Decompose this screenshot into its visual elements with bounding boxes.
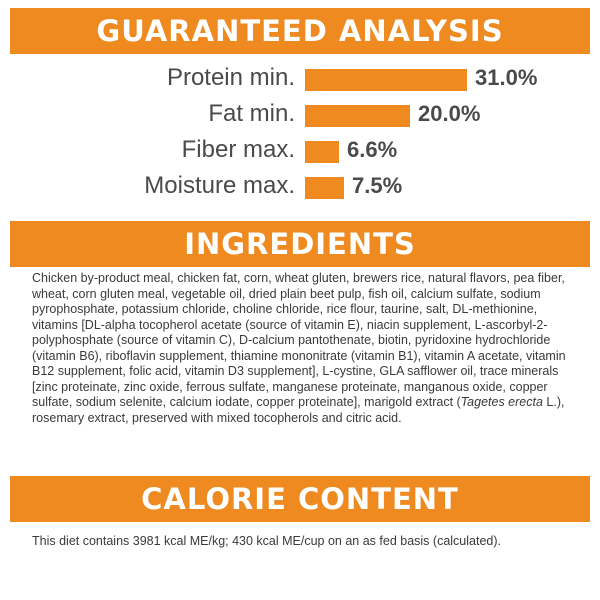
ga-label: Fiber max.: [181, 136, 295, 163]
ga-row-fat: [0, 98, 600, 130]
ga-value: 6.6%: [347, 137, 398, 162]
ga-label: Protein min.: [166, 64, 295, 91]
ingredients-italic-name: Tagetes erecta: [460, 395, 543, 409]
ga-value: 7.5%: [352, 173, 403, 198]
calorie-content-text: This diet contains 3981 kcal ME/kg; 430 kcal ME/cup on an as fed basis (calculated).: [32, 534, 501, 548]
ingredients-text-part: L.), rosemary extract, preserved with mixed tocopherols and citric acid.: [32, 395, 565, 425]
ga-label: Moisture max.: [144, 172, 295, 199]
ga-value: 20.0%: [418, 101, 481, 126]
guaranteed-analysis-heading: GUARANTEED ANALYSIS: [10, 8, 590, 54]
ga-label: Fat min.: [208, 100, 295, 127]
ga-bar: [305, 141, 339, 163]
ga-row-protein: [0, 62, 600, 94]
ga-row-fiber: [0, 134, 600, 166]
ga-bar: [305, 105, 410, 127]
ga-bar: [305, 177, 344, 199]
ingredients-heading: INGREDIENTS: [10, 221, 590, 267]
ingredients-text-part: Chicken by-product meal, chicken fat, corn, wheat gluten, brewers rice, natural flavors, pea fiber, wheat, corn gluten meal, vegetable oil, dried plain beet pulp, fish oil, calcium sulfate, sodium pyrophosphate, potassium chloride, choline chloride, rice flour, taurine, salt, DL-methionine, vitamins [DL-alpha tocopherol acetate (source of vitamin E), niacin supplement, L-ascorbyl-2-polyphosphate (source of vitamin C), D-calcium pantothenate, biotin, pyridoxine hydrochloride (vitamin B6), riboflavin supplement, thiamine mononitrate (vitamin B1), vitamin A acetate, vitamin B12 supplement, folic acid, vitamin D3 supplement], L-cystine, GLA safflower oil, trace minerals [zinc proteinate, zinc oxide, ferrous sulfate, manganese proteinate, manganous oxide, copper sulfate, sodium selenite, calcium iodate, copper proteinate], marigold extract (: [32, 271, 566, 409]
ga-bar: [305, 69, 467, 91]
ingredients-text: [32, 271, 580, 426]
footer: [0, 555, 600, 595]
ga-value: 31.0%: [475, 65, 538, 90]
calorie-content-heading: CALORIE CONTENT: [10, 476, 590, 522]
ga-row-moisture: [0, 170, 600, 202]
